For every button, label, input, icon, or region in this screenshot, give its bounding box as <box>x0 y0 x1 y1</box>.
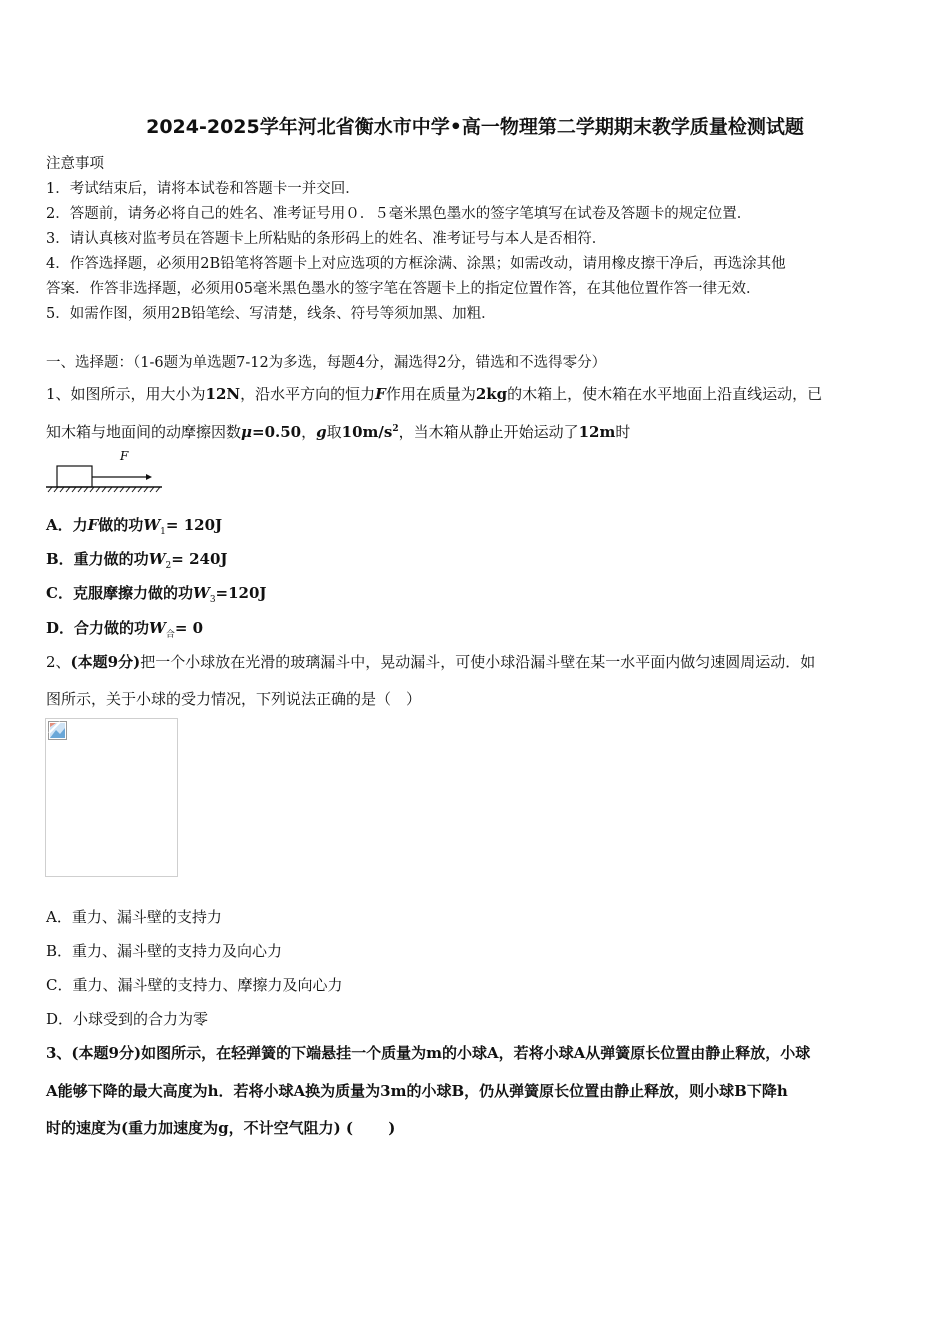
q1-distance-value: 12m <box>578 423 616 441</box>
q1-figure-arrow-head <box>146 474 152 480</box>
q1-figure <box>46 447 166 497</box>
q1-text: ，沿水平方向的恒力 <box>240 385 376 403</box>
q1-option-c-w: W <box>192 584 210 602</box>
q1-option-a-w: W <box>143 516 161 534</box>
q1-option-c-sub: 3 <box>209 595 216 605</box>
q1-option-b-value: = 240J <box>171 550 228 568</box>
q1-mu-value: =0.50 <box>252 423 302 441</box>
q1-option-d-sub: 合 <box>165 630 175 640</box>
q1-text: ，当木箱从静止开始运动了 <box>398 423 579 441</box>
q1-option-a-text: A．力 <box>46 516 88 534</box>
q1-figure-force-label: F <box>120 449 129 463</box>
q3-line-3: 时的速度为(重力加速度为g，不计空气阻力) ( ) <box>46 1119 396 1137</box>
q2-line-1 <box>46 651 815 672</box>
q2-option-d: D．小球受到的合力为零 <box>46 1010 209 1028</box>
q1-text: 取 <box>326 423 342 441</box>
q1-figure-crate <box>57 466 92 487</box>
q1-text: 作用在质量为 <box>385 385 476 403</box>
q2-option-b: B．重力、漏斗壁的支持力及向心力 <box>46 942 283 960</box>
notice-heading: 注意事项 <box>46 156 104 172</box>
q2-number: 2、 <box>46 653 71 671</box>
q1-figure-svg <box>46 447 166 497</box>
q1-option-b <box>46 548 227 571</box>
q1-option-d-value: = 0 <box>174 619 204 637</box>
q1-option-b-sub: 2 <box>165 561 172 571</box>
q1-option-a <box>46 514 222 537</box>
page-title: 2024-2025学年河北省衡水市中学•高一物理第二学期期末教学质量检测试题 <box>146 116 804 138</box>
q1-option-c-value: =120J <box>215 584 267 602</box>
q1-mu-symbol: μ <box>241 423 252 441</box>
q1-option-b-text: B．重力做的功 <box>46 550 149 568</box>
q1-option-c-text: C．克服摩擦力做的功 <box>46 584 193 602</box>
notice-item-5: 5．如需作图，须用2B铅笔绘、写清楚，线条、符号等须加黑、加粗． <box>46 306 496 322</box>
q1-text: 1、如图所示，用大小为 <box>46 385 206 403</box>
notice-item-1: 1．考试结束后，请将本试卷和答题卡一并交回． <box>46 181 360 197</box>
q1-option-d-w: W <box>149 619 166 637</box>
q3-line-1: 3、(本题9分)如图所示，在轻弹簧的下端悬挂一个质量为m的小球A，若将小球A从弹簧原长位置由静止释放，小球 <box>46 1044 811 1062</box>
notice-item-2: 2．答题前，请务必将自己的姓名、准考证号用０．５毫米黑色墨水的签字笔填写在试卷及答题卡的规定位置． <box>46 206 752 222</box>
q1-text: ， <box>301 423 317 441</box>
q2-points: (本题9分) <box>70 653 141 671</box>
q1-option-c <box>46 582 267 605</box>
q2-line-2: 图所示，关于小球的受力情况，下列说法正确的是（ ） <box>46 690 422 708</box>
q1-text: 时 <box>615 423 631 441</box>
q2-text: 把一个小球放在光滑的玻璃漏斗中，晃动漏斗，可使小球沿漏斗壁在某一水平面内做匀速圆周运动．如 <box>140 653 816 671</box>
q1-g-symbol: g <box>316 423 327 441</box>
broken-image-icon <box>48 721 67 740</box>
q1-g-value: 10m/s <box>341 423 393 441</box>
q1-text: 知木箱与地面间的动摩擦因数 <box>46 423 242 441</box>
q1-option-d-text: D．合力做的功 <box>46 619 150 637</box>
q2-option-c: C．重力、漏斗壁的支持力、摩擦力及向心力 <box>46 976 343 994</box>
q1-option-a-value: = 120J <box>165 516 223 534</box>
q1-line-1 <box>46 383 822 404</box>
q1-mass-value: 2kg <box>475 385 508 403</box>
q3-line-2: A能够下降的最大高度为h．若将小球A换为质量为3m的小球B，仍从弹簧原长位置由静止释放，则小球B下降h <box>46 1082 788 1100</box>
q1-force-value: 12N <box>205 385 241 403</box>
section-heading: 一、选择题：（1-6题为单选题7-12为多选，每题4分，漏选得2分，错选和不选得零分） <box>46 355 607 371</box>
q1-option-a-sub: 1 <box>160 527 166 537</box>
q2-image-placeholder <box>45 718 178 877</box>
q2-option-a: A．重力、漏斗壁的支持力 <box>46 908 222 926</box>
q1-force-symbol: F <box>375 385 386 403</box>
notice-item-4-cont: 答案．作答非选择题，必须用05毫米黑色墨水的签字笔在答题卡上的指定位置作答，在其他位置作答一律无效． <box>46 281 761 297</box>
notice-item-3: 3．请认真核对监考员在答题卡上所粘贴的条形码上的姓名、准考证号与本人是否相符． <box>46 231 607 247</box>
q1-option-a-f: F <box>87 516 99 534</box>
q1-line-2 <box>46 421 630 442</box>
q1-option-b-w: W <box>148 550 166 568</box>
q1-figure-ground-hatch <box>48 487 160 492</box>
q1-text: 的木箱上，使木箱在水平地面上沿直线运动，已 <box>507 385 823 403</box>
notice-item-4: 4．作答选择题，必须用2B铅笔将答题卡上对应选项的方框涂满、涂黑；如需改动，请用橡皮擦干净后，再选涂其他 <box>46 256 786 272</box>
q1-option-a-text: 做的功 <box>98 516 144 534</box>
q1-g-exponent: 2 <box>392 424 399 434</box>
q1-option-d <box>46 617 203 640</box>
